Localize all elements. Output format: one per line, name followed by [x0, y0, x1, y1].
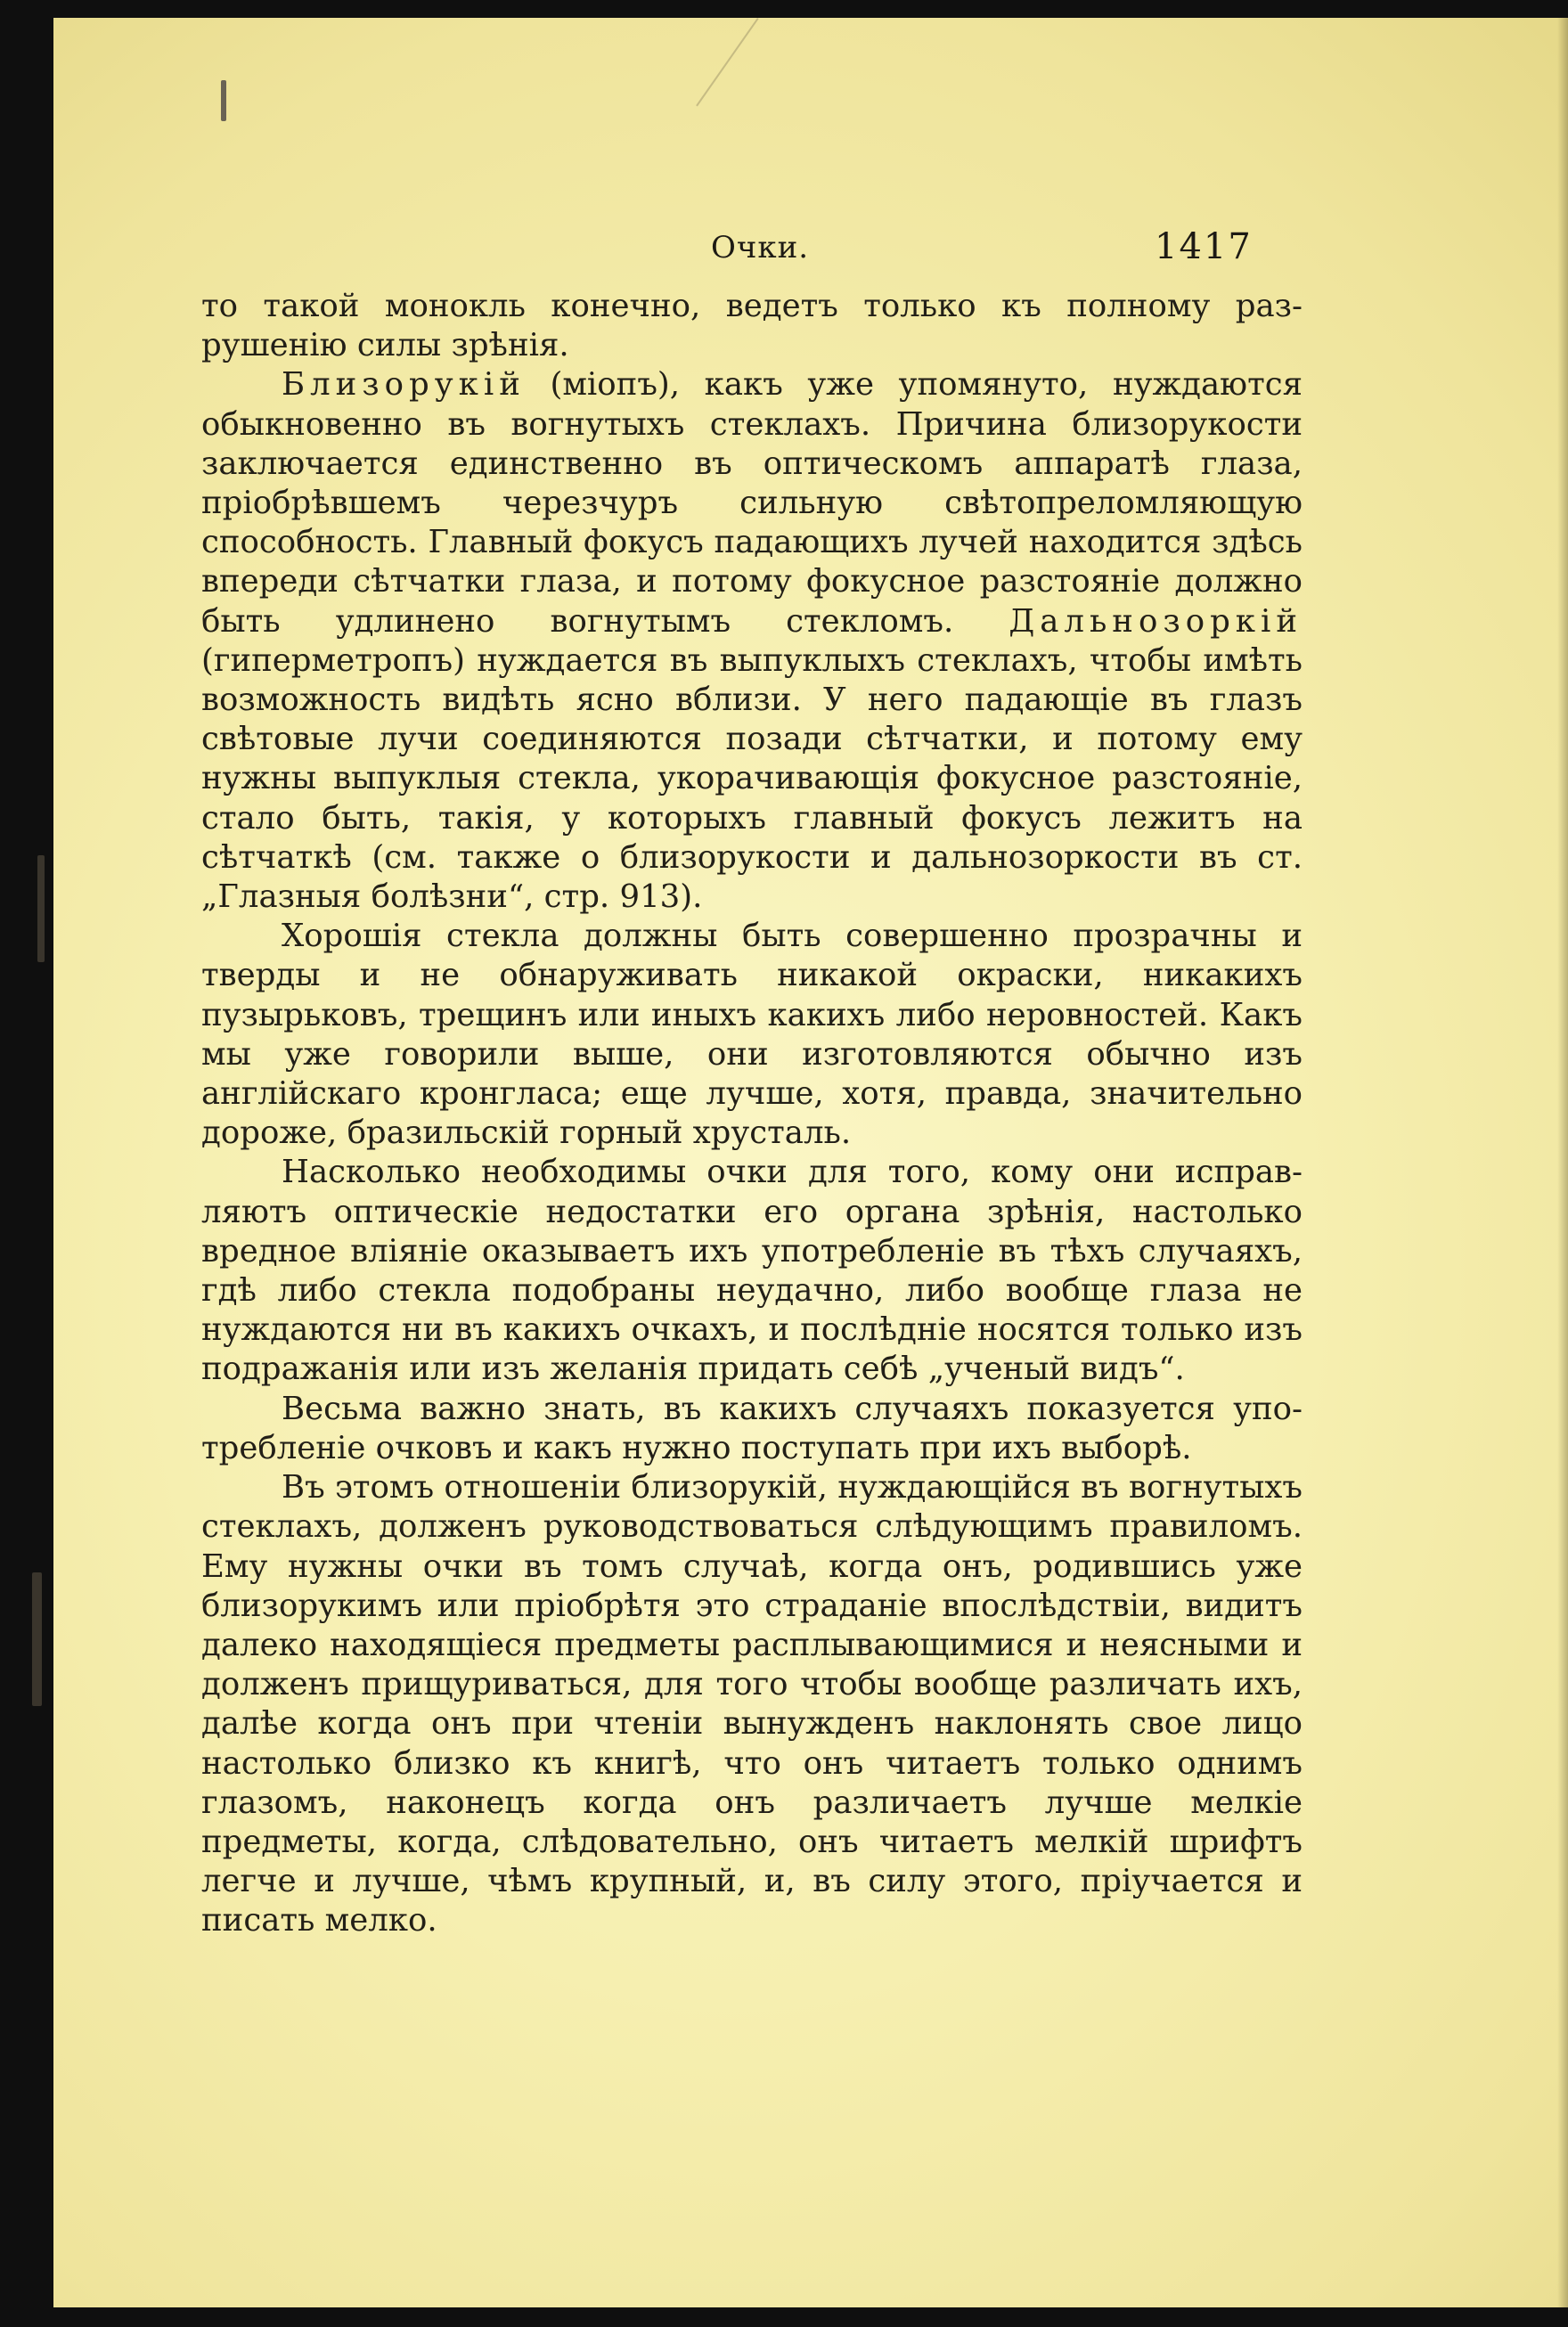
paragraph-rule-for-myopic	[201, 1468, 1303, 1940]
page-header	[0, 212, 1515, 274]
article-body	[201, 287, 1303, 1941]
term-myopic: Близорукій	[282, 366, 526, 404]
paragraph-text: (гиперметропъ) нуждается въ выпуклыхъ стеклахъ, чтобы имѣть возможность видѣть ясно вблизи. У него падающіе въ глазъ свѣтовые лучи соединяются позади сѣтчатки, и потому ему нужны выпуклыя стекла, укорачивающія фокусное разстояніе, стало быть, такія, у которыхъ главный фокусъ лежитъ на сѣтчаткѣ (см. также о близорукости и дальнозоркости въ ст. „Глазныя болѣзни“, стр. 913).	[201, 641, 1303, 916]
paragraph-importance	[201, 1390, 1303, 1468]
term-hyperopic: Дальнозоркій	[1009, 602, 1303, 640]
paragraph-text: Весьма важно знать, въ какихъ случаяхъ показуется употребленіе очковъ и какъ нужно поступать при ихъ выборѣ.	[201, 1390, 1303, 1466]
paper-crease	[696, 18, 758, 106]
paragraph-myopia-hyperopia	[201, 365, 1303, 917]
paragraph-text: то такой монокль конечно, ведетъ только къ полному разрушенію силы зрѣнія.	[201, 288, 1303, 364]
running-head: Очки.	[711, 230, 810, 265]
paragraph-continuation	[201, 287, 1303, 365]
paragraph-good-glasses	[201, 917, 1303, 1153]
paragraph-text: Въ этомъ отношеніи близорукій, нуждающійся въ вогнутыхъ стеклахъ, долженъ руководствоваться слѣдующимъ правиломъ. Ему нужны очки въ томъ случаѣ, когда онъ, родившись уже близорукимъ или пріобрѣтя это страданіе впослѣдствіи, видитъ далеко находящіеся предметы расплывающимися и неясными и долженъ прищуриваться, для того чтобы вообще различать ихъ, далѣе когда онъ при чтеніи вынужденъ наклонять свое лицо настолько близко къ книгѣ, что онъ читаетъ только однимъ глазомъ, наконецъ когда онъ различаетъ лучше мелкіе предметы, когда, слѣдовательно, онъ читаетъ мелкій шрифтъ легче и лучше, чѣмъ крупный, и, въ силу этого, пріучается и писать мелко.	[201, 1469, 1303, 1939]
paragraph-harmful-use	[201, 1153, 1303, 1389]
binding-mark-left-1	[37, 855, 45, 962]
paragraph-text: Хорошія стекла должны быть совершенно прозрачны и тверды и не обнаруживать никакой окраски, никакихъ пузырьковъ, трещинъ или иныхъ какихъ либо неровностей. Какъ мы уже говорили выше, они изготовляются обычно изъ англійскаго кронгласа; еще лучше, хотя, правда, значительно дороже, бразильскій горный хрусталь.	[201, 918, 1303, 1152]
paragraph-text: Насколько необходимы очки для того, кому они исправляютъ оптическіе недостатки его органа зрѣнія, настолько вредное вліяніе оказываетъ ихъ употребленіе въ тѣхъ случаяхъ, гдѣ либо стекла подобраны неудачно, либо вообще глаза не нуждаются ни въ какихъ очкахъ, и послѣдніе носятся только изъ подражанія или изъ желанія придать себѣ „ученый видъ“.	[201, 1154, 1303, 1388]
binding-mark-top	[221, 80, 226, 121]
paragraph-text: (міопъ), какъ уже упомянуто, нуждаются обыкновенно въ вогнутыхъ стеклахъ. Причина близорукости заключается единственно въ оптическомъ аппаратѣ глаза, пріобрѣвшемъ черезчуръ сильную свѣтопреломляющую способность. Главный фокусъ падающихъ лучей находится здѣсь впереди сѣтчатки глаза, и потому фокусное разстояніе должно быть удлинено вогнутымъ стекломъ.	[201, 366, 1303, 640]
binding-mark-left-2	[32, 1572, 42, 1706]
page-edge-shadow	[1557, 18, 1568, 2307]
page-number: 1417	[1155, 226, 1253, 267]
